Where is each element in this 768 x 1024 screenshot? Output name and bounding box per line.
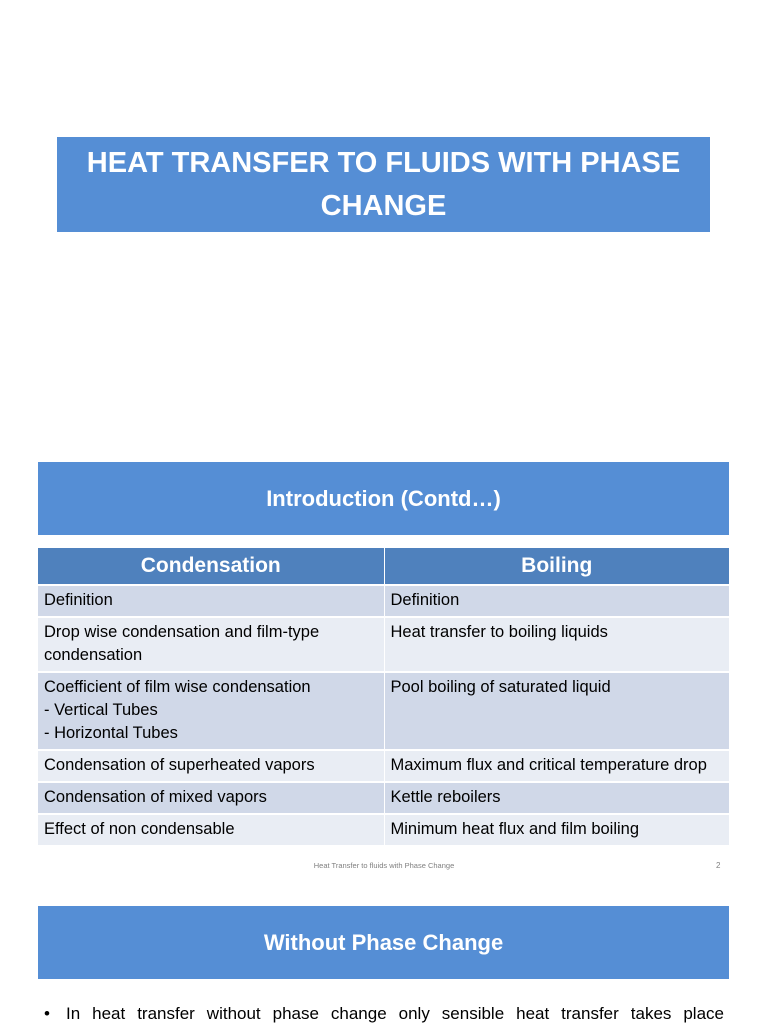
table-cell-condensation	[38, 672, 384, 750]
slide-footer: Heat Transfer to fluids with Phase Change	[313, 861, 455, 870]
table-cell-condensation	[38, 585, 384, 617]
table-cell-condensation	[38, 750, 384, 782]
table-row	[38, 814, 729, 845]
table-cell-boiling	[384, 617, 729, 672]
cell-text: Effect of non condensable	[44, 820, 235, 838]
table-cell-boiling	[384, 585, 729, 617]
cell-text: Condensation of mixed vapors	[44, 788, 267, 806]
cell-text: Drop wise condensation and film-type condensation	[44, 623, 320, 664]
table-cell-boiling	[384, 672, 729, 750]
table-cell-boiling	[384, 782, 729, 814]
page-number: 2	[716, 861, 721, 870]
bullet-text: In heat transfer without phase change only sensible heat transfer takes place	[66, 1004, 724, 1023]
topics-table	[38, 548, 729, 845]
table-row	[38, 585, 729, 617]
table-row	[38, 672, 729, 750]
cell-text: Heat transfer to boiling liquids	[390, 623, 608, 641]
column-header-condensation: Condensation	[38, 548, 384, 585]
table-cell-condensation	[38, 782, 384, 814]
cell-text: Definition	[44, 591, 113, 609]
column-header-boiling: Boiling	[384, 548, 729, 585]
section-heading-introduction: Introduction (Contd…)	[38, 462, 729, 535]
table-row	[38, 750, 729, 782]
cell-text: Definition	[390, 591, 460, 609]
cell-text: Coefficient of film wise condensation	[44, 678, 311, 696]
cell-text: Condensation of superheated vapors	[44, 756, 315, 774]
cell-text: Maximum flux and critical temperature drop	[390, 756, 707, 774]
table-row	[38, 782, 729, 814]
section-heading-without-phase-change: Without Phase Change	[38, 906, 729, 979]
table-row	[38, 617, 729, 672]
cell-text: - Horizontal Tubes	[44, 724, 178, 742]
table-cell-condensation	[38, 814, 384, 845]
bullet-item	[44, 1002, 724, 1024]
table-cell-condensation	[38, 617, 384, 672]
table-cell-boiling	[384, 750, 729, 782]
cell-text: Kettle reboilers	[390, 788, 501, 806]
cell-text: - Vertical Tubes	[44, 701, 158, 719]
table-header-row	[38, 548, 729, 585]
table-cell-boiling	[384, 814, 729, 845]
cell-text: Minimum heat flux and film boiling	[390, 820, 640, 838]
cell-text: Pool boiling of saturated liquid	[390, 678, 611, 696]
slide-title: HEAT TRANSFER TO FLUIDS WITH PHASE CHANGE	[57, 137, 710, 232]
bullet-dot-icon: •	[44, 1004, 50, 1023]
